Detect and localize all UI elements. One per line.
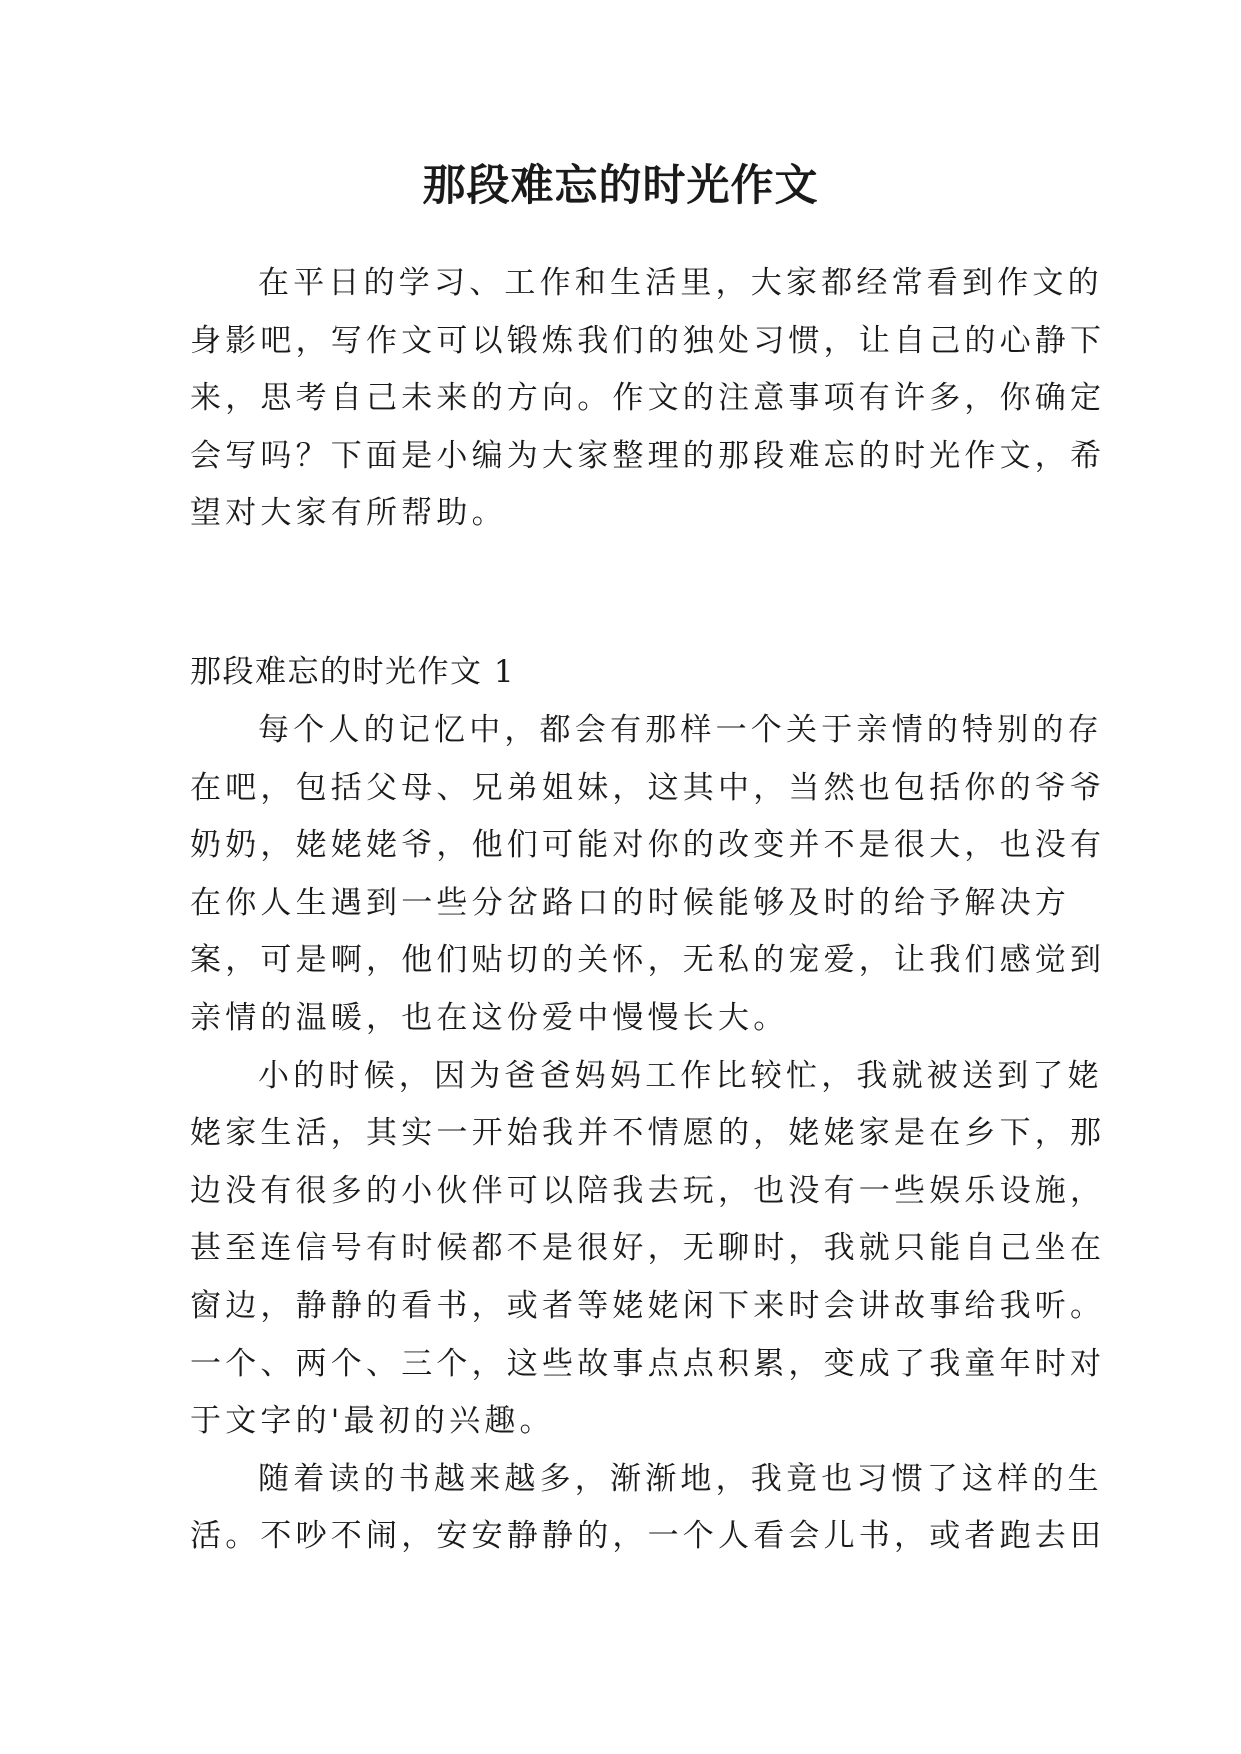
text-line: 活。不吵不闹，安安静静的，一个人看会儿书，或者跑去田 [190, 1518, 1106, 1555]
text-line: 在平日的学习、工作和生活里，大家都经常看到作文的 [258, 265, 1103, 301]
text-line: 于文字的'最初的兴趣。 [190, 1403, 555, 1440]
text-line: 案，可是啊，他们贴切的关怀，无私的宠爱，让我们感觉到 [190, 942, 1106, 979]
text-line: 甚至连信号有时候都不是很好，无聊时，我就只能自己坐在 [190, 1230, 1106, 1267]
text-line: 每个人的记忆中，都会有那样一个关于亲情的特别的存 [258, 712, 1103, 748]
text-line: 亲情的温暖，也在这份爱中慢慢长大。 [190, 999, 789, 1036]
text-line: 一个、两个、三个，这些故事点点积累，变成了我童年时对 [190, 1345, 1106, 1382]
text-line: 随着读的书越来越多，渐渐地，我竟也习惯了这样的生 [258, 1460, 1103, 1497]
text-line: 奶奶，姥姥姥爷，他们可能对你的改变并不是很大，也没有 [190, 827, 1106, 864]
section-body [190, 702, 1106, 1566]
intro-paragraph [190, 255, 1106, 543]
text-line: 会写吗？下面是小编为大家整理的那段难忘的时光作文，希 [190, 437, 1106, 474]
text-line: 姥家生活，其实一开始我并不情愿的，姥姥家是在乡下，那 [190, 1115, 1106, 1152]
text-line: 在你人生遇到一些分岔路口的时候能够及时的给予解决方 [190, 884, 1070, 921]
text-line: 边没有很多的小伙伴可以陪我去玩，也没有一些娱乐设施， [190, 1172, 1106, 1209]
section-heading: 那段难忘的时光作文 1 [190, 654, 516, 690]
text-line: 来，思考自己未来的方向。作文的注意事项有许多，你确定 [190, 380, 1106, 417]
text-line: 小的时候，因为爸爸妈妈工作比较忙，我就被送到了姥 [258, 1057, 1103, 1094]
text-line: 在吧，包括父母、兄弟姐妹，这其中，当然也包括你的爷爷 [190, 769, 1106, 806]
document-title: 那段难忘的时光作文 [422, 161, 819, 211]
text-line: 窗边，静静的看书，或者等姥姥闲下来时会讲故事给我听。 [190, 1287, 1106, 1324]
text-line: 身影吧，写作文可以锻炼我们的独处习惯，让自己的心静下 [190, 322, 1106, 359]
text-line: 望对大家有所帮助。 [190, 495, 507, 532]
